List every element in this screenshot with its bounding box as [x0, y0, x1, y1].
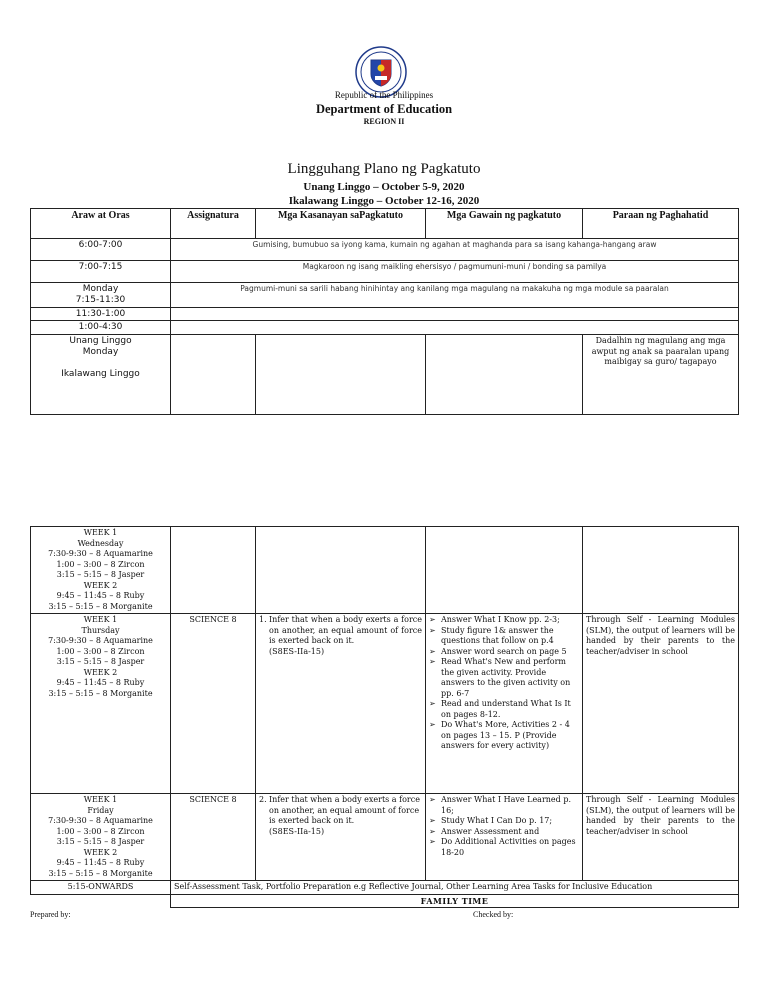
competency-number: 2. [259, 795, 267, 804]
delivery-cell: Through Self - Learning Modules (SLM), the output of learners will be handed by their parents to the teacher/adviser in school [583, 794, 739, 881]
time-cell: 1:00-4:30 [31, 321, 171, 335]
section-time: 3:15 – 5:15 – 8 Jasper [56, 837, 145, 846]
empty-cell [256, 335, 426, 415]
activity-cell: Gumising, bumubuo sa iyong kama, kumain ng agahan at maghanda para sa isang kahanga-hangang araw [171, 239, 739, 261]
time-cell: 6:00-7:00 [31, 239, 171, 261]
checked-by-label: Checked by: [473, 910, 514, 919]
time-cell: 5:15-ONWARDS [31, 881, 171, 895]
subject-cell: SCIENCE 8 [171, 614, 256, 794]
table-row [31, 881, 739, 895]
empty-cell [31, 894, 171, 908]
section-time: 9:45 – 11:45 – 8 Ruby [56, 591, 145, 600]
list-item: ➢ Read What's New and perform the given activity. Provide answers to the given activity on pp. 6-7 [441, 657, 579, 699]
family-time-cell: FAMILY TIME [171, 894, 739, 908]
empty-cell [171, 335, 256, 415]
day-label: Friday [87, 805, 114, 815]
list-item: ➢ Study figure 1& answer the questions that follow on p.4 [441, 626, 579, 647]
activities-cell [426, 794, 583, 881]
competency-text: Infer that when a body exerts a force on another, an equal amount of force is exerted back on it. [269, 795, 420, 825]
section-time: 3:15 – 5:15 – 8 Morganite [48, 601, 153, 611]
section-time: 9:45 – 11:45 – 8 Ruby [56, 678, 145, 687]
section-time: 1:00 – 3:00 – 8 Zircon [56, 559, 145, 569]
section-time: 3:15 – 5:15 – 8 Morganite [48, 868, 153, 878]
activity-cell: Pagmumi-muni sa sarili habang hinihintay ang kanilang mga magulang na makakuha ng mga module sa paaralan [171, 283, 739, 308]
week-label: WEEK 2 [83, 580, 118, 590]
time-cell: 11:30-1:00 [31, 308, 171, 321]
activity-cell: Magkaroon ng isang maikling ehersisyo / pagmumuni-muni / bonding sa pamilya [171, 261, 739, 283]
section-time: 9:45 – 11:45 – 8 Ruby [56, 858, 145, 867]
table-row [31, 261, 739, 283]
delivery-cell: Through Self - Learning Modules (SLM), the output of learners will be handed by their parents to the teacher/adviser in school [583, 614, 739, 794]
list-item: ➢ Answer What I Have Learned p. 16; [441, 795, 579, 816]
header-gawain: Mga Gawain ng pagkatuto [426, 209, 583, 239]
activities-cell [426, 614, 583, 794]
section-time: 7:30-9:30 – 8 Aquamarine [48, 816, 153, 825]
time-cell [31, 335, 171, 415]
republic-text: Republic of the Philippines [334, 90, 434, 100]
time-label: 7:15-11:30 [75, 295, 126, 305]
week1-text: Unang Linggo – October 5-9, 2020 [303, 181, 465, 193]
day-label: Wednesday [77, 538, 124, 548]
header-kasanayan: Mga Kasanayan saPagkatuto [256, 209, 426, 239]
week-label: Unang Linggo [69, 336, 132, 346]
day-label: Monday [82, 347, 119, 357]
day-label: Thursday [81, 625, 120, 635]
week-label: WEEK 2 [83, 667, 118, 677]
week-label: WEEK 1 [83, 528, 118, 537]
competency-number: 1. [259, 615, 267, 624]
time-cell [31, 283, 171, 308]
list-item: ➢ Study What I Can Do p. 17; [441, 816, 579, 827]
table-row [31, 283, 739, 308]
schedule-table [30, 208, 739, 415]
table-row [31, 239, 739, 261]
table-row [31, 527, 739, 614]
day-label: Monday [82, 284, 119, 294]
delivery-cell: Dadalhin ng magulang ang mga awput ng anak sa paaralan upang maibigay sa guro/ tagapayo [583, 335, 739, 415]
section-time: 3:15 – 5:15 – 8 Morganite [48, 688, 153, 698]
empty-cell [171, 308, 739, 321]
week2-text: Ikalawang Linggo – October 12-16, 2020 [288, 195, 480, 207]
list-item: ➢ Do What's More, Activities 2 - 4 on pages 13 – 15. P (Provide answers for every activity) [441, 720, 579, 752]
competency-text: Infer that when a body exerts a force on another, an equal amount of force is exerted back on it. [269, 615, 422, 645]
empty-cell [426, 527, 583, 614]
subject-cell: SCIENCE 8 [171, 794, 256, 881]
section-time: 7:30-9:30 – 8 Aquamarine [48, 636, 153, 645]
time-cell: 7:00-7:15 [31, 261, 171, 283]
table-row [31, 894, 739, 908]
section-time: 1:00 – 3:00 – 8 Zircon [56, 646, 145, 656]
header-araw-oras: Araw at Oras [31, 209, 171, 239]
list-item: ➢ Answer What I Know pp. 2-3; [441, 615, 579, 626]
section-time: 3:15 – 5:15 – 8 Jasper [56, 657, 145, 666]
empty-cell [426, 335, 583, 415]
section-time: 7:30-9:30 – 8 Aquamarine [48, 549, 153, 558]
empty-cell [583, 527, 739, 614]
competency-cell [256, 794, 426, 881]
table-row [31, 794, 739, 881]
activity-cell: Self-Assessment Task, Portfolio Preparation e.g Reflective Journal, Other Learning Area Tasks for Inclusive Education [171, 881, 739, 895]
page-title: Lingguhang Plano ng Pagkatuto [287, 161, 481, 177]
week-label: Ikalawang Linggo [61, 369, 140, 379]
time-cell [31, 614, 171, 794]
week-label: WEEK 1 [83, 615, 118, 624]
empty-cell [171, 321, 739, 335]
header-paraan: Paraan ng Paghahatid [583, 209, 739, 239]
section-time: 3:15 – 5:15 – 8 Jasper [56, 570, 145, 579]
week-label: WEEK 2 [83, 847, 118, 857]
table-row [31, 614, 739, 794]
time-cell [31, 794, 171, 881]
region-text: REGION II [363, 117, 405, 126]
header-assignatura: Assignatura [171, 209, 256, 239]
time-cell [31, 527, 171, 614]
table-row [31, 321, 739, 335]
section-time: 1:00 – 3:00 – 8 Zircon [56, 826, 145, 836]
empty-cell [256, 527, 426, 614]
science-schedule-table [30, 526, 739, 908]
week-label: WEEK 1 [83, 795, 118, 804]
table-row [31, 308, 739, 321]
prepared-by-label: Prepared by: [30, 910, 71, 919]
competency-cell [256, 614, 426, 794]
list-item: ➢ Do Additional Activities on pages 18-20 [441, 837, 579, 858]
list-item: ➢ Answer word search on page 5 [441, 647, 579, 658]
empty-cell [171, 527, 256, 614]
list-item: ➢ Answer Assessment and [441, 827, 579, 838]
department-text: Department of Education [315, 102, 453, 116]
table-header-row [31, 209, 739, 239]
list-item: ➢ Read and understand What Is It on pages 8-12. [441, 699, 579, 720]
competency-code: (S8ES-IIa-15) [269, 826, 325, 836]
table-row [31, 335, 739, 415]
competency-code: (S8ES-IIa-15) [269, 646, 325, 656]
